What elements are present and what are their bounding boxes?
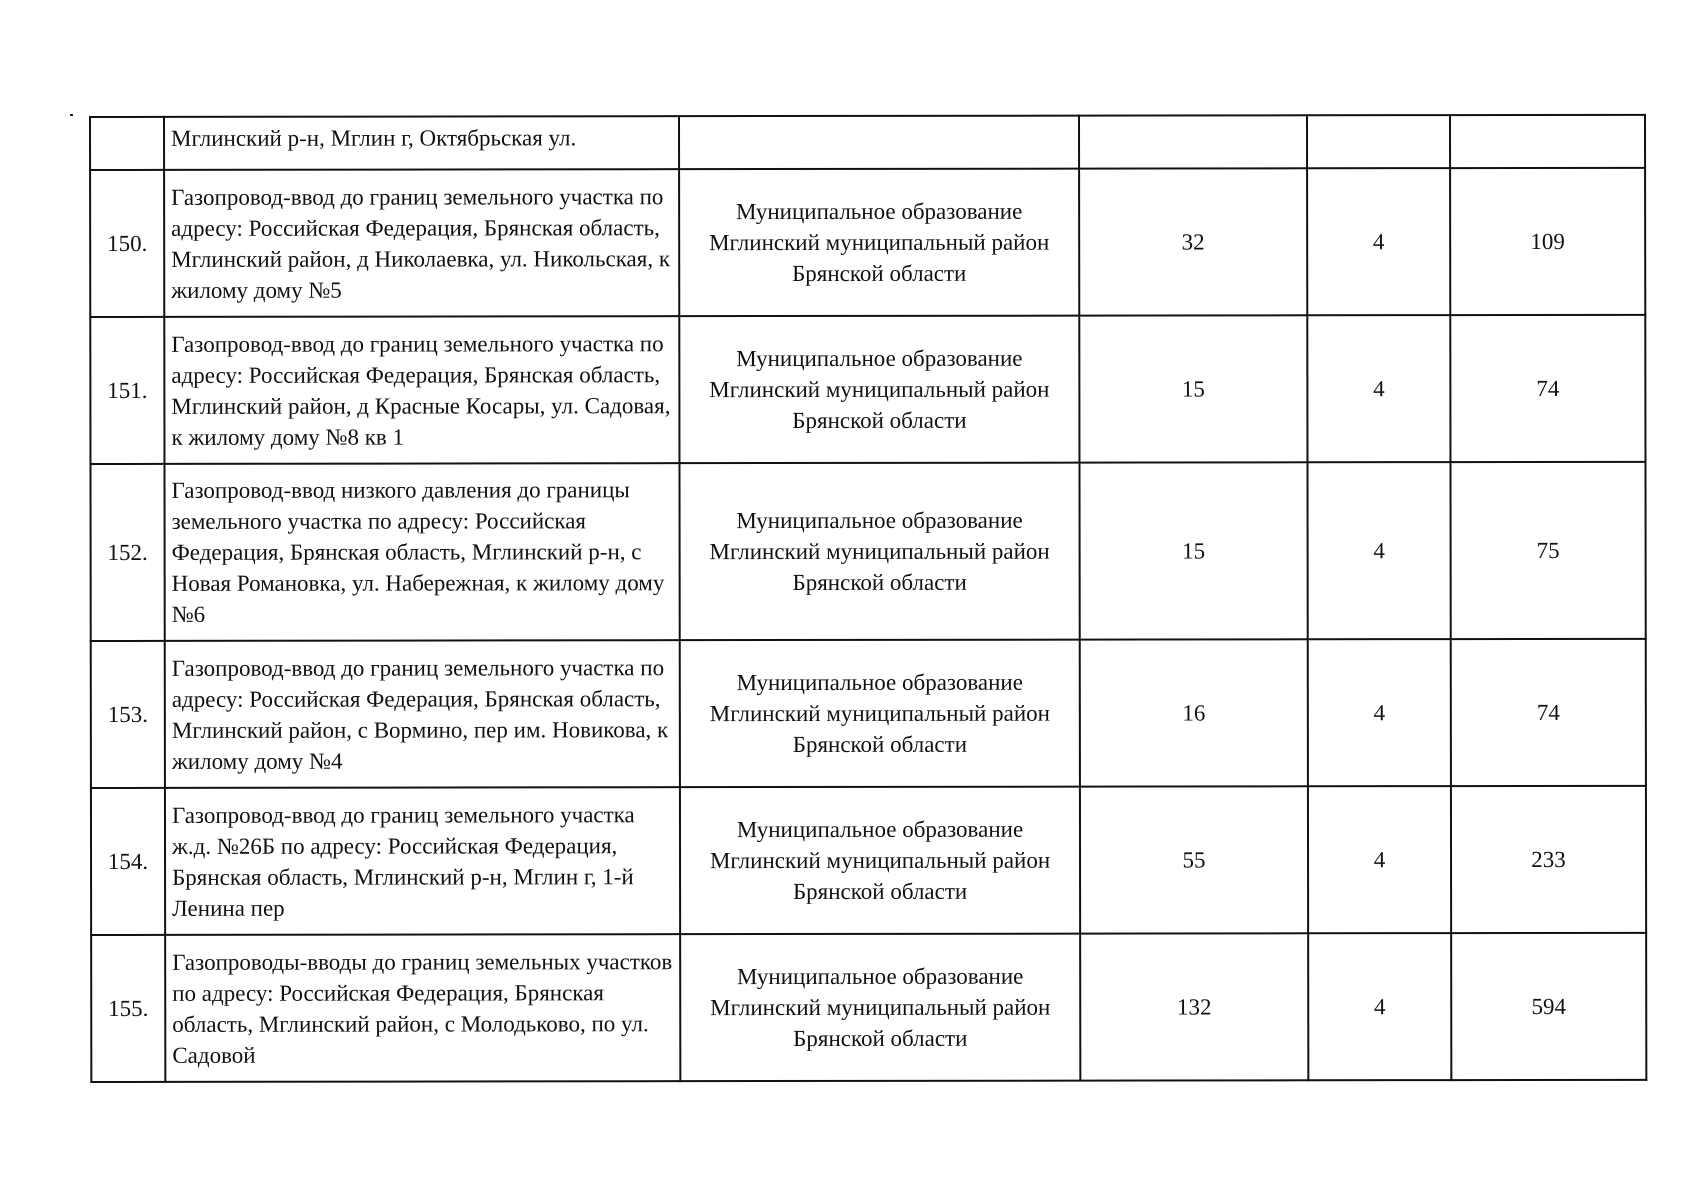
owner-line: Брянской области <box>792 407 967 434</box>
owner-line: Брянской области <box>792 569 967 596</box>
object-name-cell: Мглинский р-н, Мглин г, Октябрьская ул. <box>164 116 679 170</box>
object-name-cell: Газопровод-ввод до границ земельного участка ж.д. №26Б по адресу: Российская Федерация, Брянская область, Мглинский р-н, Мглин г, 1-й Ленина пер <box>165 787 680 935</box>
category-cell <box>1307 115 1450 168</box>
row-number-cell: 150. <box>90 170 164 317</box>
owner-line: Мглинский муниципальный район <box>709 229 1050 256</box>
owner-line: Брянской области <box>792 731 968 758</box>
owner-line: Мглинский муниципальный район <box>709 700 1050 727</box>
value-cell: 233 <box>1451 786 1646 933</box>
length-cell: 55 <box>1080 786 1308 933</box>
value-cell <box>1450 115 1645 168</box>
owner-line: Мглинский муниципальный район <box>709 376 1050 403</box>
object-name-cell: Газопровод-ввод до границ земельного участка по адресу: Российская Федерация, Брянская область, Мглинский район, с Вормино, пер им. Новикова, к жилому дому №4 <box>165 640 680 788</box>
stray-mark <box>70 114 73 116</box>
row-number-cell: 152. <box>90 464 164 641</box>
table-row <box>91 786 1646 935</box>
owner-line: Брянской области <box>792 878 968 905</box>
value-cell: 75 <box>1450 462 1645 639</box>
owner-cell <box>679 116 1079 170</box>
owner-cell <box>679 316 1079 464</box>
object-name-cell: Газопровод-ввод низкого давления до границы земельного участка по адресу: Российская Федерация, Брянская область, Мглинский р-н, с Новая Романовка, ул. Набережная, к жилому дому №6 <box>164 463 679 641</box>
value-cell: 109 <box>1450 168 1645 315</box>
table-row <box>90 168 1645 317</box>
category-cell: 4 <box>1308 639 1451 786</box>
owner-cell <box>680 640 1080 788</box>
table-row <box>90 462 1645 641</box>
row-number-cell: 153. <box>91 641 165 788</box>
category-cell: 4 <box>1307 462 1450 639</box>
row-number-cell: 154. <box>91 788 165 935</box>
category-cell: 4 <box>1307 168 1450 315</box>
owner-line: Мглинский муниципальный район <box>709 847 1051 874</box>
length-cell: 32 <box>1079 168 1307 315</box>
category-cell: 4 <box>1308 933 1451 1080</box>
owner-cell <box>679 463 1079 641</box>
owner-line: Брянской области <box>793 1025 968 1052</box>
length-cell: 15 <box>1079 462 1307 639</box>
row-number-cell: 155. <box>91 935 165 1082</box>
value-cell: 74 <box>1451 639 1646 786</box>
owner-line: Брянской области <box>792 260 967 287</box>
continuation-row <box>90 115 1645 170</box>
owner-line: Муниципальное образование <box>736 669 1023 696</box>
owner-cell <box>680 934 1080 1082</box>
category-cell: 4 <box>1308 786 1451 933</box>
table-row <box>91 639 1646 788</box>
object-name-cell: Газопроводы-вводы до границ земельных участков по адресу: Российская Федерация, Брянская область, Мглинский район, с Молодьково, по ул. Садовой <box>165 934 680 1082</box>
owner-line: Муниципальное образование <box>736 345 1023 372</box>
owner-cell <box>679 169 1079 317</box>
owner-cell <box>680 787 1080 935</box>
row-number-cell: 151. <box>90 317 164 464</box>
value-cell: 74 <box>1450 315 1645 462</box>
registry-table <box>89 114 1647 1083</box>
owner-line: Муниципальное образование <box>736 816 1024 843</box>
length-cell: 16 <box>1080 639 1308 786</box>
owner-line: Муниципальное образование <box>737 963 1024 990</box>
owner-line: Муниципальное образование <box>736 507 1023 534</box>
owner-line: Мглинский муниципальный район <box>710 994 1051 1021</box>
object-name-cell: Газопровод-ввод до границ земельного участка по адресу: Российская Федерация, Брянская область, Мглинский район, д Николаевка, ул. Никольская, к жилому дому №5 <box>164 169 679 317</box>
row-number-cell <box>90 117 164 170</box>
object-name-cell: Газопровод-ввод до границ земельного участка по адресу: Российская Федерация, Брянская область, Мглинский район, д Красные Косары, ул. Садовая, к жилому дому №8 кв 1 <box>164 316 679 464</box>
category-cell: 4 <box>1307 315 1450 462</box>
table-row <box>91 933 1646 1082</box>
length-cell <box>1079 115 1307 168</box>
owner-line: Мглинский муниципальный район <box>709 538 1050 565</box>
value-cell: 594 <box>1451 933 1646 1080</box>
length-cell: 132 <box>1080 933 1308 1080</box>
owner-line: Муниципальное образование <box>735 198 1023 225</box>
table-row <box>90 315 1645 464</box>
length-cell: 15 <box>1079 315 1307 462</box>
